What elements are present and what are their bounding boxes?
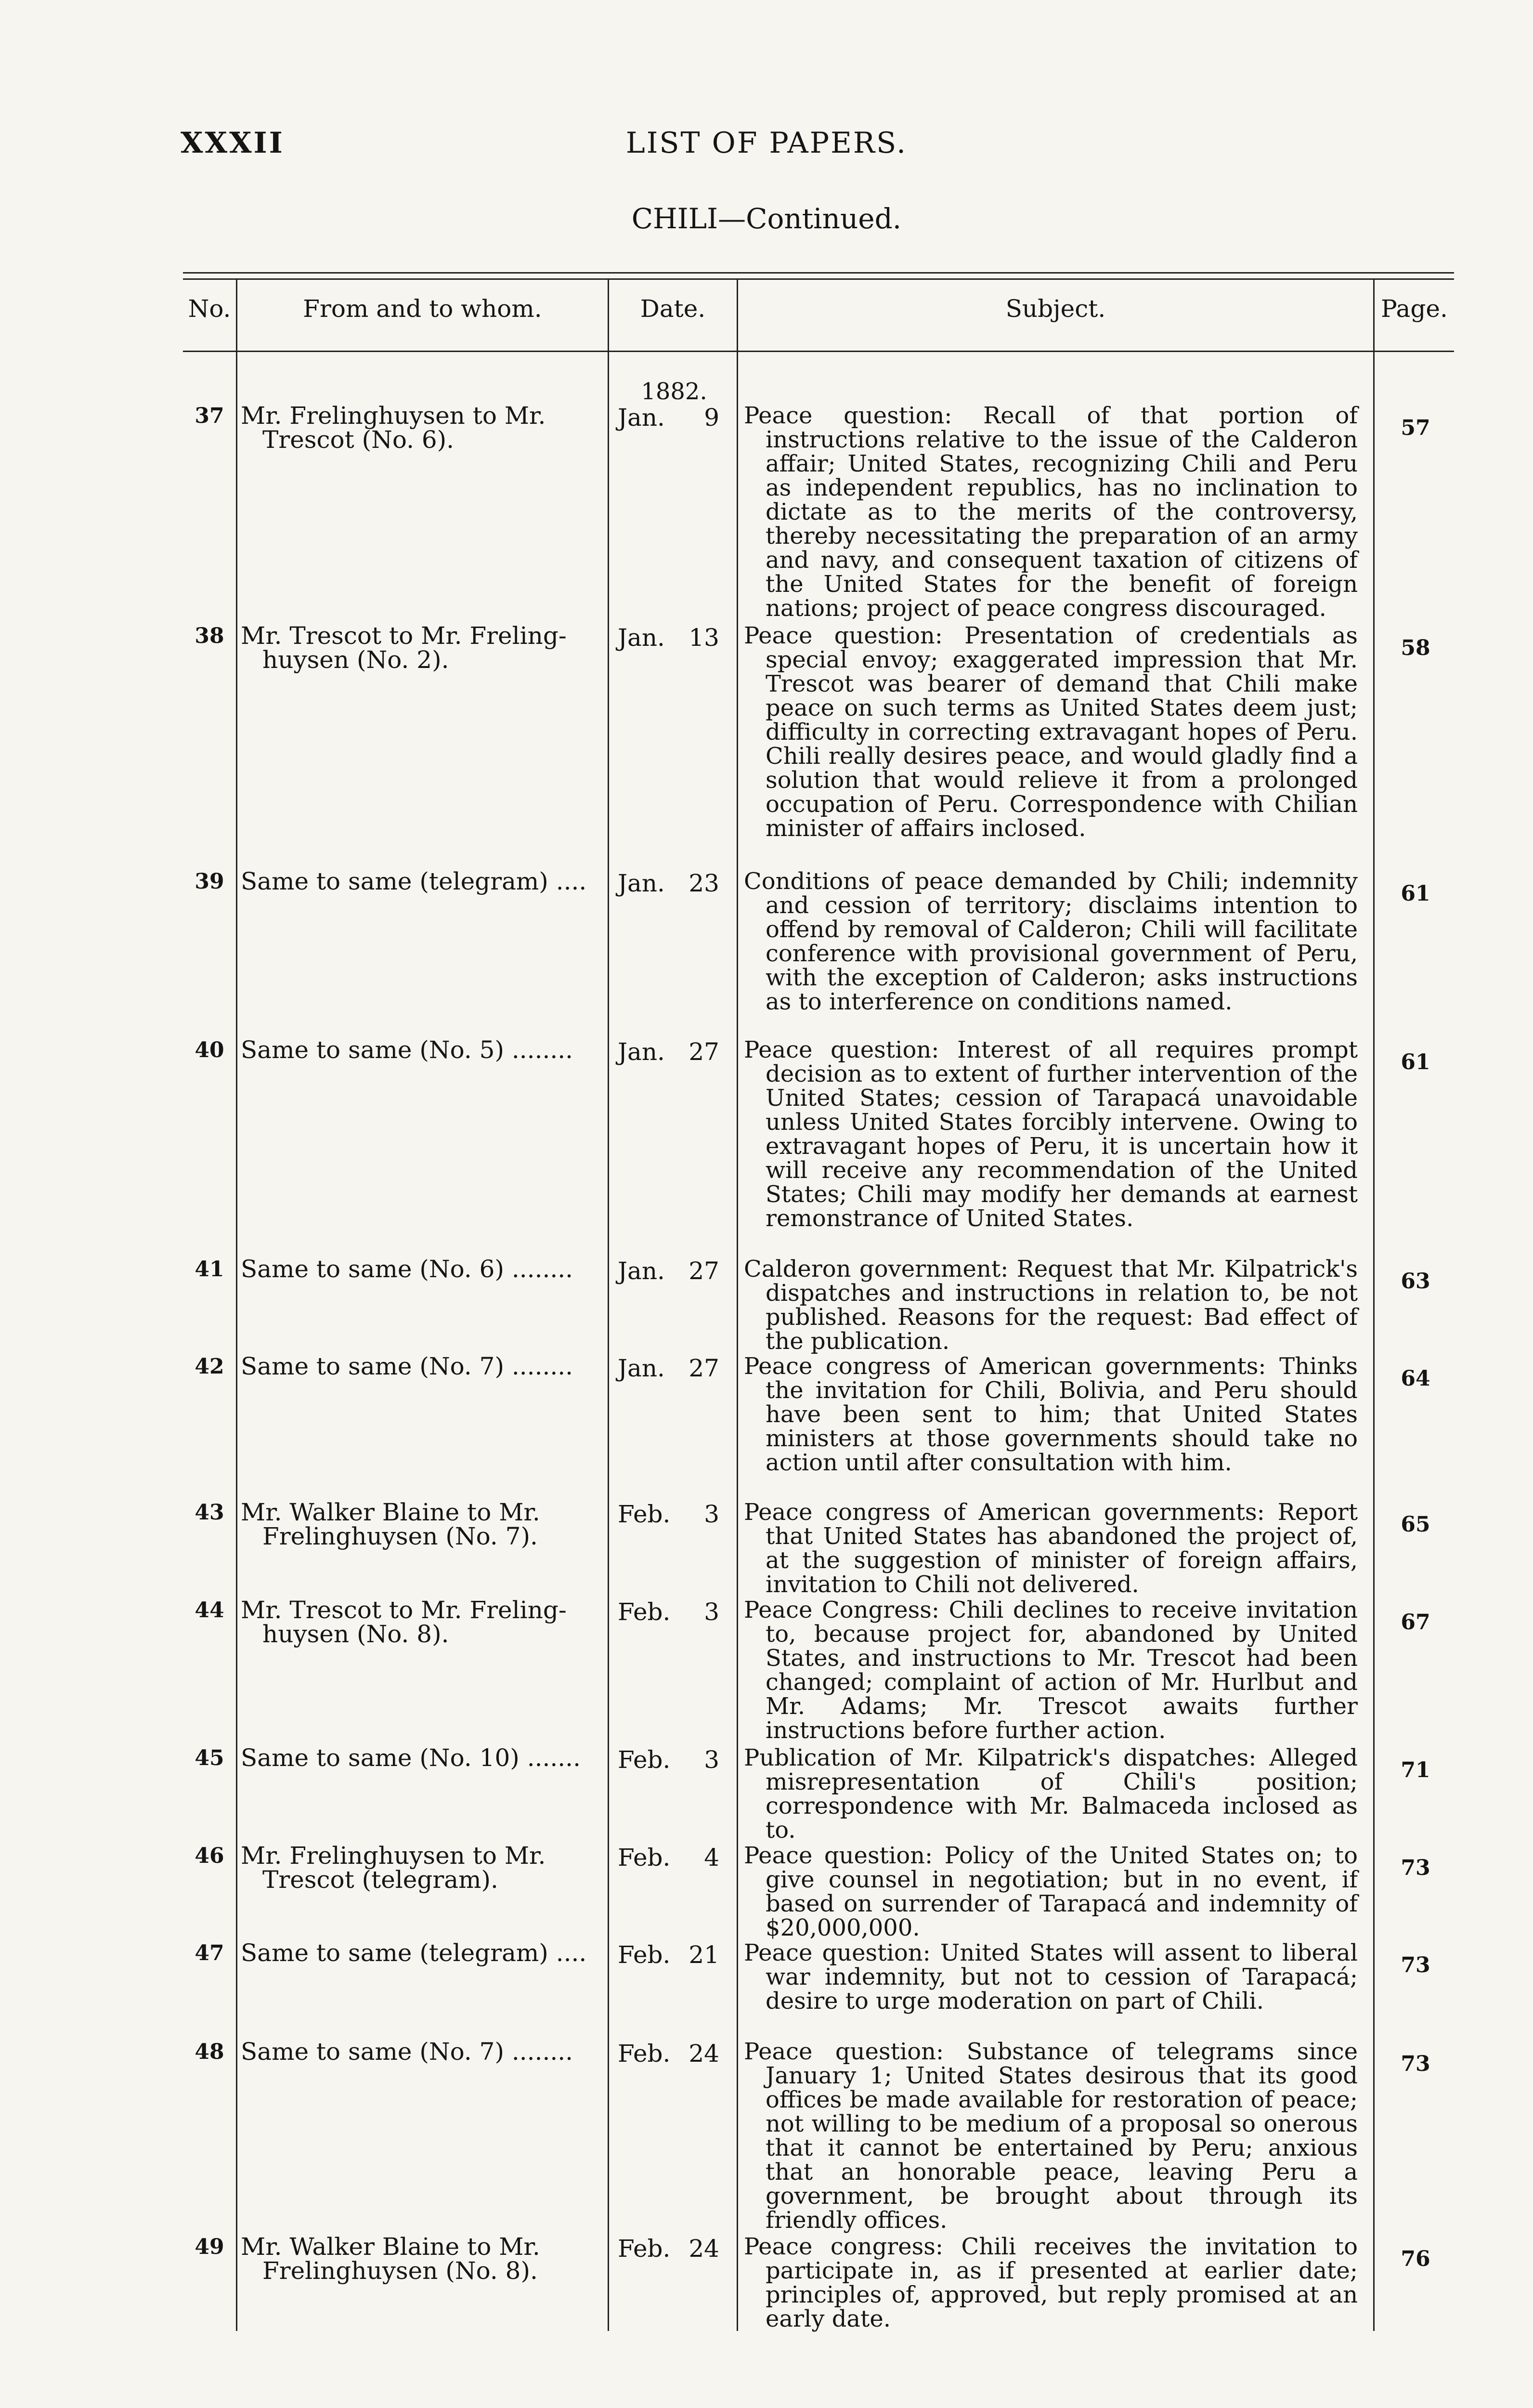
entry-number: 49 (195, 2235, 224, 2259)
entry-from: Same to same (No. 10) ....... (241, 1744, 581, 1772)
running-head (181, 126, 1352, 165)
entry-number: 42 (195, 1354, 224, 1379)
table-top-rule-inner (183, 278, 1454, 280)
entry-subject: Calderon government: Request that Mr. Kilpatrick's dispatches and instructions in relation to, be not published. Reasons for the request: Bad effect of the publication. (744, 1256, 1358, 1355)
entry-number: 47 (195, 1941, 224, 1965)
entry-subject: Peace congress of American governments: Report that United States has abandoned the project of, at the suggestion of minister of foreign affairs, invitation to Chili not delivered. (744, 1499, 1358, 1598)
entry-page: 61 (1401, 1050, 1430, 1074)
entry-number: 38 (195, 624, 224, 648)
entry-number: 44 (195, 1598, 224, 1623)
entry-subject: Peace congress of American governments: Thinks the invitation for Chili, Bolivia, and Peru should have been sent to him; that United States ministers at those governments should take no action until after consultation with him. (744, 1353, 1358, 1476)
entry-page: 65 (1401, 1512, 1430, 1537)
entry-from: Same to same (No. 7) ........ (241, 1352, 573, 1380)
entry-from: Same to same (No. 7) ........ (241, 2038, 573, 2066)
entry-page: 73 (1401, 2052, 1430, 2076)
entry-from: Same to same (No. 5) ........ (241, 1036, 573, 1064)
header-bottom-rule (183, 351, 1454, 352)
entry-page: 61 (1401, 881, 1430, 906)
entry-subject: Peace question: United States will assent to liberal war indemnity, but not to cession of Tarapacá; desire to urge moderation on part of Chili. (744, 1939, 1358, 2015)
entry-number: 41 (195, 1257, 224, 1282)
entry-page: 73 (1401, 1856, 1430, 1880)
entry-number: 43 (195, 1500, 224, 1525)
column-header-page: Page. (1381, 295, 1448, 323)
entry-page: 57 (1401, 416, 1430, 440)
entry-subject: Publication of Mr. Kilpatrick's dispatches: Alleged misrepresentation of Chili's position; correspondence with Mr. Balmaceda inclosed as to. (744, 1744, 1358, 1844)
entry-page: 64 (1401, 1366, 1430, 1391)
column-divider (236, 278, 237, 2331)
entry-subject: Peace congress: Chili receives the invitation to participate in, as if presented at earlier date; principles of, approved, but reply promised at an early date. (744, 2233, 1358, 2332)
page-title: LIST OF PAPERS. (625, 126, 908, 160)
entry-subject: Peace question: Recall of that portion of instructions relative to the issue of the Calderon affair; United States, recognizing Chili and Peru as independent republics, has no inclination to dictate as to the merits of the controversy, thereby necessitating the preparation of an army and navy, and consequent taxation of citizens of the United States for the benefit of foreign nations; project of peace congress discouraged. (744, 402, 1358, 622)
entry-number: 37 (195, 404, 224, 428)
column-header-date: Date. (640, 295, 706, 323)
entry-number: 46 (195, 1844, 224, 1868)
document-page: XXXII LIST OF PAPERS. CHILI—Continued. No. From and to whom. Date. Subject. Page. 1882. 37 Mr. Frelinghuysen to Mr. Trescot (No. 6). Jan. 9 Peace question: Recall of that portion of instructions relative to the issue of the Calderon affair; United States, recognizing Chili and Peru as independent republics, has no inclination to dictate as to the merits of the controversy, thereby necessitating the preparation of an army and navy, and consequent taxation of citizens of the United States for the benefit of foreign nations; project of peace congress discouraged. 57 38 Mr. Trescot to Mr. Freling- huysen (No. 2). Jan. 13 Peace question: Presentation of credentials as special envoy; exaggerated impression that Mr. Trescot was bearer of demand that Chili make peace on such terms as United States deem just; difficulty in correcting extravagant hopes of Peru. Chili really desires peace, and would gladly find a solution that would relieve it from a prolonged occupation of Peru. Correspondence with Chilian minister of affairs inclosed. 58 39 Same to same (telegram) .... Jan. 23 Conditions of peace demanded by Chili; indemnity and cession of territory; disclaims intention to offend by removal of Calderon; Chili will facilitate conference with provisional government of Peru, with the exception of Calderon; asks instructions as to interference on conditions named. 61 40 Same to same (No. 5) ........ Jan. 27 Peace question: Interest of all requires prompt decision as to extent of further intervention of the United States; cession of Tarapacá unavoidable unless United States forcibly intervene. Owing to extravagant hopes of Peru, it is uncertain how it will receive any recommendation of the United States; Chili may modify her demands at earnest remonstrance of United States. 61 41 Same to same (No. 6) ........ Jan. 27 Calderon government: Request that Mr. Kilpatrick's dispatches and instructions in relation to, be not published. Reasons for the request: Bad effect of the publication. 63 42 Same to same (No. 7) ........ Jan. 27 Peace congress of American governments: Thinks the invitation for Chili, Bolivia, and Peru should have been sent to him; that United States ministers at those governments should take no action until after consultation with him. 64 43 Mr. Walker Blaine to Mr. Frelinghuysen (No. 7). Feb. 3 Peace congress of American governments: Report that United States has abandoned the project of, at the suggestion of minister of foreign affairs, invitation to Chili not delivered. 65 44 Mr. Trescot to Mr. Freling- huysen (No. 8). Feb. 3 Peace Congress: Chili declines to receive invitation to, because project for, abandoned by United States, and instructions to Mr. Trescot had been changed; complaint of action of Mr. Hurlbut and Mr. Adams; Mr. Trescot awaits further instructions before further action. 67 45 Same to same (No. 10) ....... Feb. 3 Publication of Mr. Kilpatrick's dispatches: Alleged misrepresentation of Chili's position; correspondence with Mr. Balmaceda inclosed as to. 71 46 Mr. Frelinghuysen to Mr. Trescot (telegram). Feb. 4 Peace question: Policy of the United States on; to give counsel in negotiation; but in no event, if based on surrender of Tarapacá and indemnity of $20,000,000. 73 47 Same to same (telegram) .... Feb. 21 Peace question: United States will assent to liberal war indemnity, but not to cession of Tarapacá; desire to urge moderation on part of Chili. 73 48 Same to same (No. 7) ........ Feb. 24 Peace question: Substance of telegrams since January 1; United States desirous that its good offices be made available for restoration of peace; not willing to be medium of a proposal so onerous that it cannot be entertained by Peru; anxious that an honorable peace, leaving Peru a government, be brought about through its friendly offices. 73 49 Mr. Walker Blaine to Mr. Frelinghuysen (No. 8). Feb. 24 Peace congress: Chili receives the invitation to participate in, as if presented at earlier date; principles of, approved, but reply promised at an early date. 76 (0, 0, 1533, 2408)
column-divider (1373, 278, 1375, 2331)
entry-number: 45 (195, 1746, 224, 1770)
entry-page: 67 (1401, 1610, 1430, 1635)
entry-number: 48 (195, 2040, 224, 2064)
column-divider (737, 278, 738, 2331)
column-header-subject: Subject. (1005, 295, 1106, 323)
table-top-rule (183, 272, 1454, 274)
entry-from: Same to same (No. 6) ........ (241, 1255, 573, 1283)
entry-page: 73 (1401, 1953, 1430, 1977)
column-header-no: No. (188, 295, 231, 323)
entry-number: 39 (195, 869, 224, 894)
entry-from: Same to same (telegram) .... (241, 867, 587, 895)
section-title: CHILI—Continued. (631, 202, 902, 235)
entry-from: Mr. Frelinghuysen to Mr. Trescot (No. 6). (241, 402, 546, 454)
entry-page: 76 (1401, 2247, 1430, 2271)
entry-subject: Peace question: Presentation of credentials as special envoy; exaggerated impression that Mr. Trescot was bearer of demand that Chili make peace on such terms as United States deem just; difficulty in correcting extravagant hopes of Peru. Chili really desires peace, and would gladly find a solution that would relieve it from a prolonged occupation of Peru. Correspondence with Chilian minister of affairs inclosed. (744, 622, 1358, 842)
page-number: XXXII (181, 126, 285, 160)
entry-from: Mr. Walker Blaine to Mr. Frelinghuysen (No. 8). (241, 2233, 540, 2285)
entry-from: Mr. Trescot to Mr. Freling- huysen (No. 2). (241, 622, 567, 674)
entry-from: Mr. Frelinghuysen to Mr. Trescot (telegram). (241, 1842, 546, 1894)
column-divider (608, 278, 609, 2331)
entry-from: Same to same (telegram) .... (241, 1939, 587, 1967)
entry-from: Mr. Walker Blaine to Mr. Frelinghuysen (No. 7). (241, 1498, 540, 1550)
entry-number: 40 (195, 1038, 224, 1062)
entry-from: Mr. Trescot to Mr. Freling- huysen (No. 8). (241, 1596, 567, 1648)
entry-page: 58 (1401, 636, 1430, 660)
entry-subject: Peace Congress: Chili declines to receive invitation to, because project for, abandoned by United States, and instructions to Mr. Trescot had been changed; complaint of action of Mr. Hurlbut and Mr. Adams; Mr. Trescot awaits further instructions before further action. (744, 1597, 1358, 1744)
entry-subject: Peace question: Substance of telegrams since January 1; United States desirous that its good offices be made available for restoration of peace; not willing to be medium of a proposal so onerous that it cannot be entertained by Peru; anxious that an honorable peace, leaving Peru a government, be brought about through its friendly offices. (744, 2038, 1358, 2234)
column-header-from: From and to whom. (303, 295, 542, 323)
entry-subject: Conditions of peace demanded by Chili; indemnity and cession of territory; disclaims intention to offend by removal of Calderon; Chili will facilitate conference with provisional government of Peru, with the exception of Calderon; asks instructions as to interference on conditions named. (744, 868, 1358, 1015)
entry-page: 71 (1401, 1758, 1430, 1782)
entry-subject: Peace question: Policy of the United States on; to give counsel in negotiation; but in no event, if based on surrender of Tarapacá and indemnity of $20,000,000. (744, 1842, 1358, 1941)
entry-page: 63 (1401, 1269, 1430, 1294)
year-label: 1882. (641, 378, 707, 405)
entry-subject: Peace question: Interest of all requires prompt decision as to extent of further intervention of the United States; cession of Tarapacá unavoidable unless United States forcibly intervene. Owing to extravagant hopes of Peru, it is uncertain how it will receive any recommendation of the United States; Chili may modify her demands at earnest remonstrance of United States. (744, 1036, 1358, 1232)
